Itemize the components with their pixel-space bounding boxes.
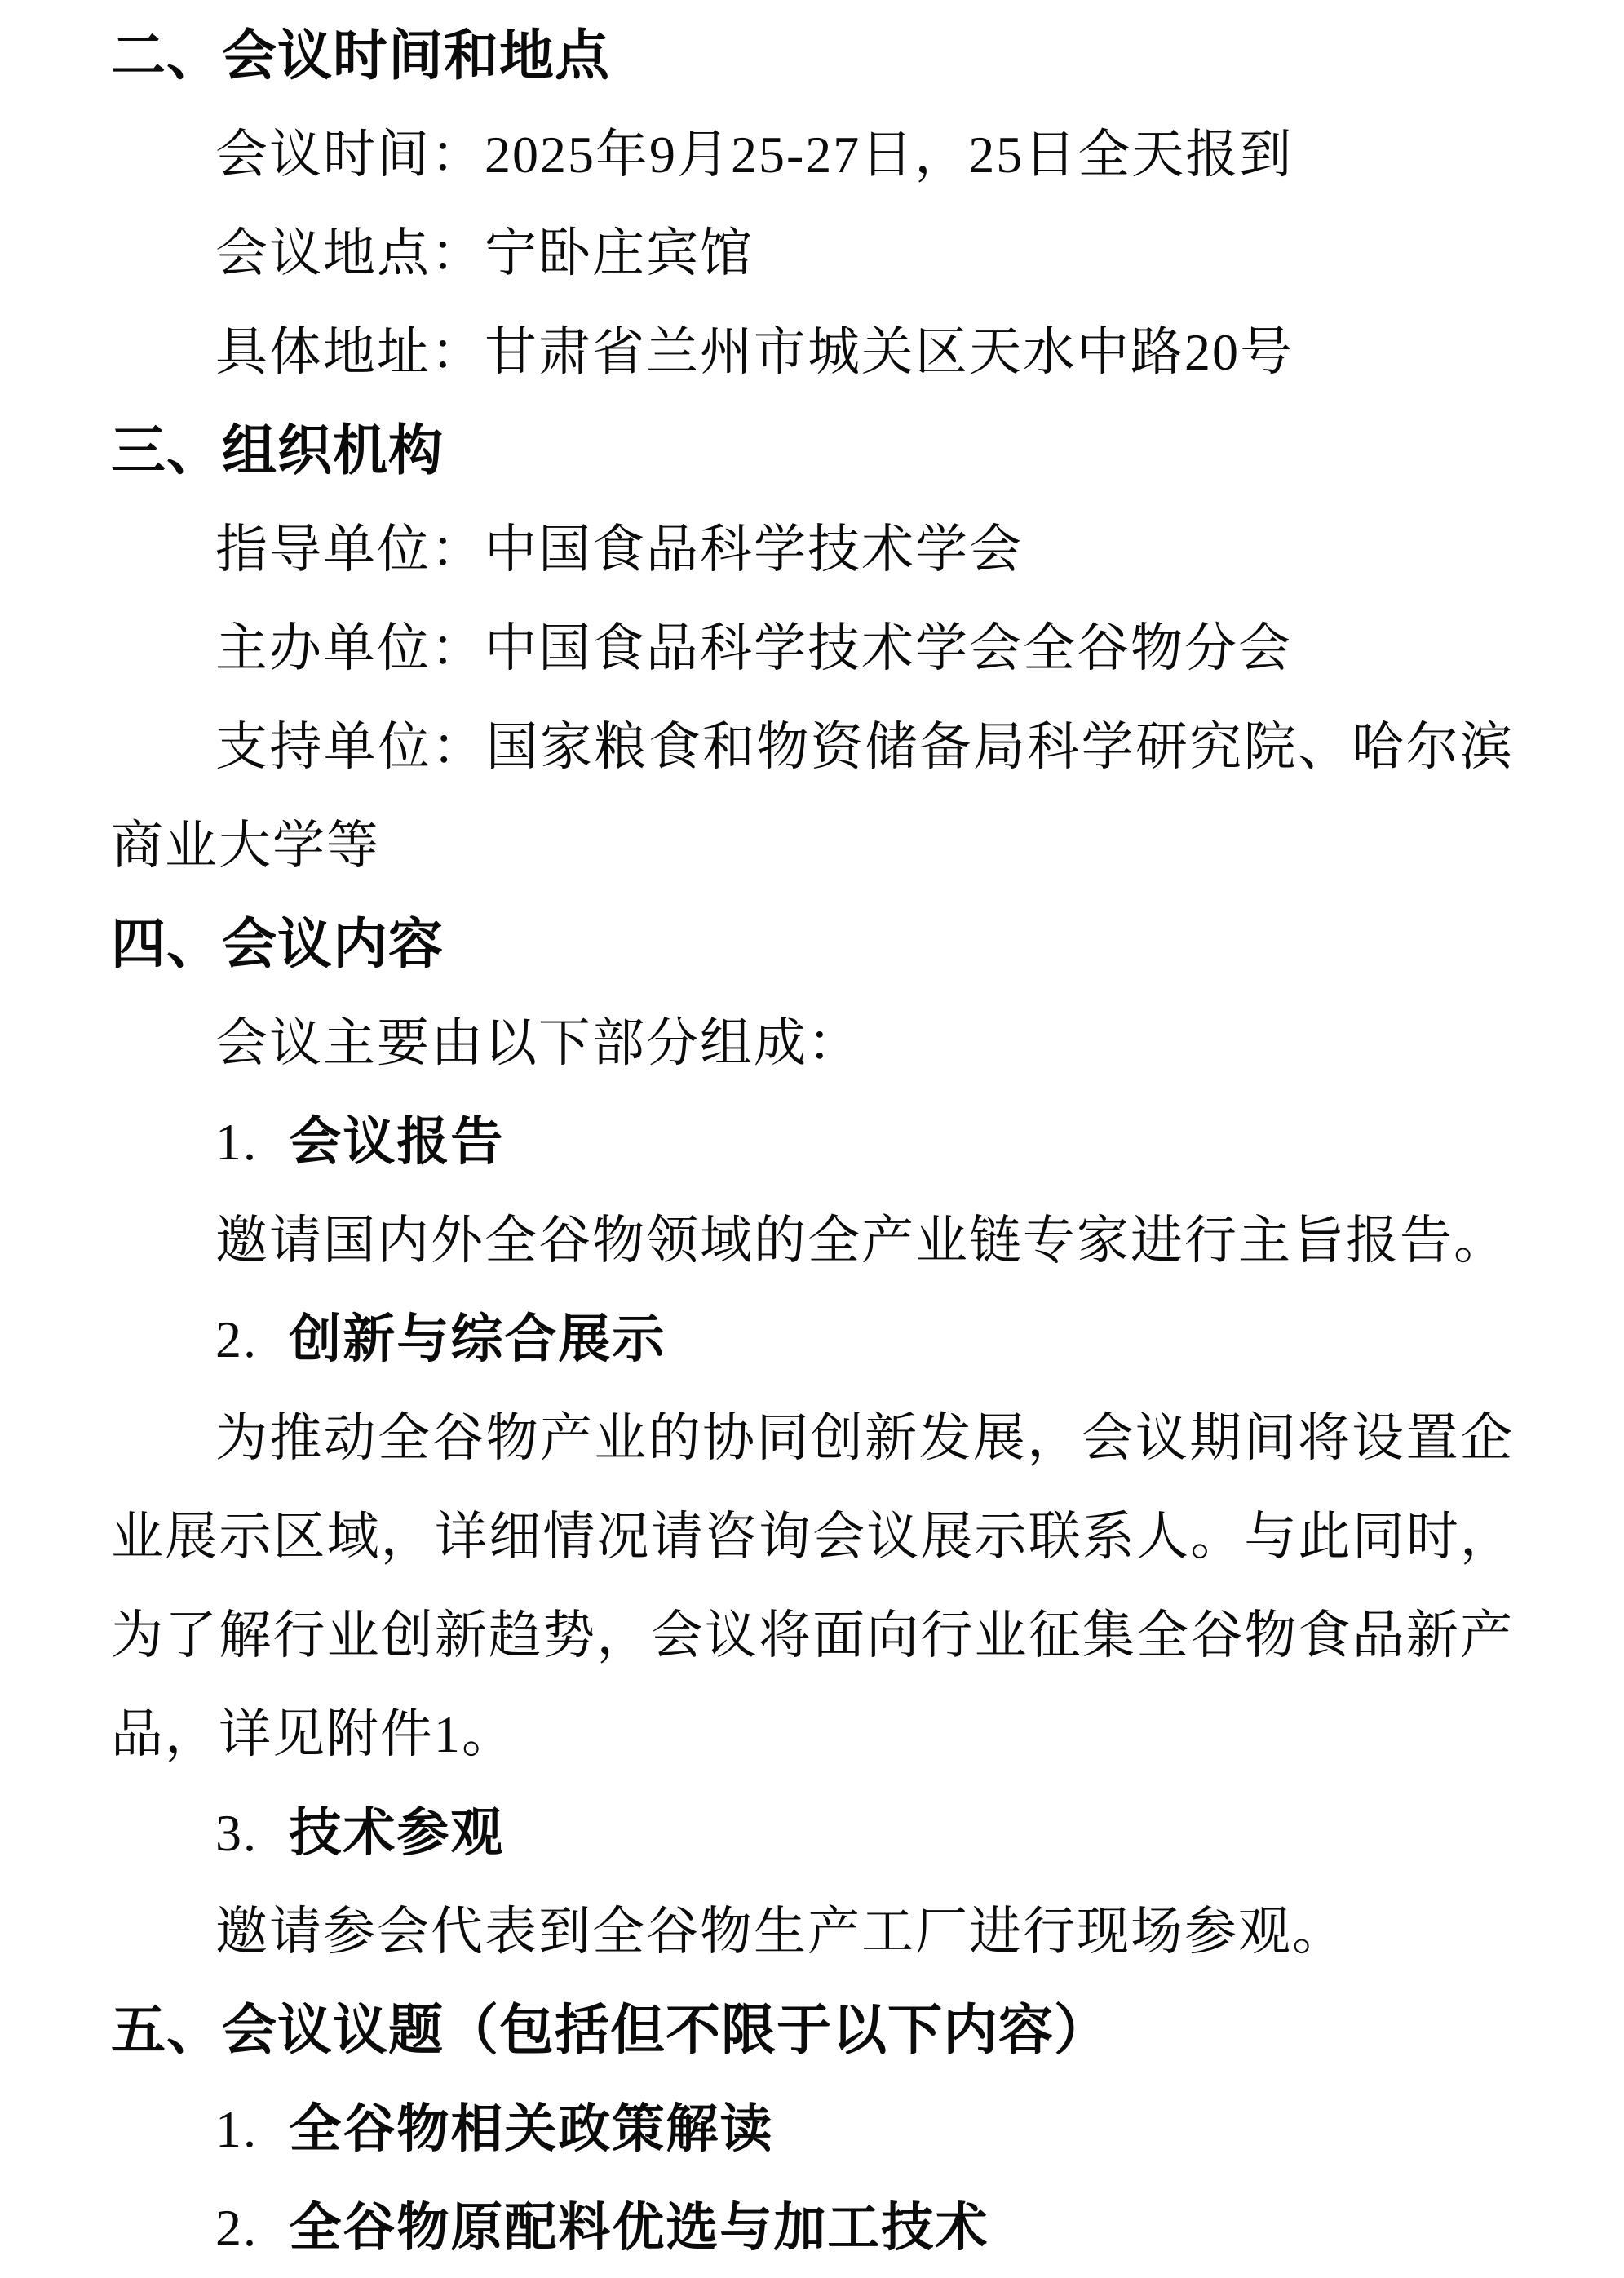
subsection-title-reports: [111, 1092, 1514, 1191]
meeting-address-line: 具体地址：甘肃省兰州市城关区天水中路20号: [215, 323, 1294, 381]
subsection-title-exhibition: [111, 1290, 1514, 1389]
subsection-title-text: 技术参观: [289, 1804, 505, 1862]
section-heading-content: 四、会议内容: [111, 914, 444, 975]
topic-number: 2.: [215, 2199, 258, 2257]
meeting-time-line: 会议时间：2025年9月25-27日，25日全天报到: [215, 126, 1294, 184]
topic-item-ingredients: [111, 2178, 1514, 2277]
section-heading-topics: 五、会议议题（包括但不限于以下内容）: [111, 2000, 1109, 2061]
section-heading-organization: 三、组织机构: [111, 420, 444, 481]
content-intro-line: 会议主要由以下部分组成：: [215, 1014, 861, 1072]
subsection-number: 3.: [215, 1804, 258, 1862]
subsection-title-technical-visit: [111, 1784, 1514, 1882]
subsection-body-exhibition: 为推动全谷物产业的协同创新发展，会议期间将设置企业展示区域，详细情况请咨询会议展示联系人。与此同时，为了解行业创新趋势，会议将面向行业征集全谷物食品新产品，详见附件1。: [111, 1409, 1514, 1763]
topic-number: 1.: [215, 2100, 258, 2158]
meeting-venue-line: 会议地点：宁卧庄宾馆: [215, 224, 754, 282]
topic-item-policy: [111, 2080, 1514, 2178]
topic-title-text: 全谷物原配料优选与加工技术: [289, 2199, 989, 2257]
host-unit-line: 主办单位：中国食品科学技术学会全谷物分会: [215, 619, 1292, 677]
supporting-unit-paragraph: 支持单位：国家粮食和物资储备局科学研究院、哈尔滨商业大学等: [111, 718, 1514, 875]
guiding-unit-line: 指导单位：中国食品科学技术学会: [215, 521, 1023, 578]
section-heading-meeting-time: 二、会议时间和地点: [111, 25, 610, 86]
subsection-body-technical-visit: 邀请参会代表到全谷物生产工厂进行现场参观。: [215, 1903, 1346, 1961]
subsection-number: 2.: [215, 1310, 258, 1368]
subsection-body-reports: 邀请国内外全谷物领域的全产业链专家进行主旨报告。: [215, 1212, 1507, 1270]
subsection-title-text: 创新与综合展示: [289, 1310, 666, 1368]
subsection-number: 1.: [215, 1113, 258, 1171]
topic-title-text: 全谷物相关政策解读: [289, 2100, 774, 2158]
subsection-title-text: 会议报告: [289, 1113, 505, 1171]
